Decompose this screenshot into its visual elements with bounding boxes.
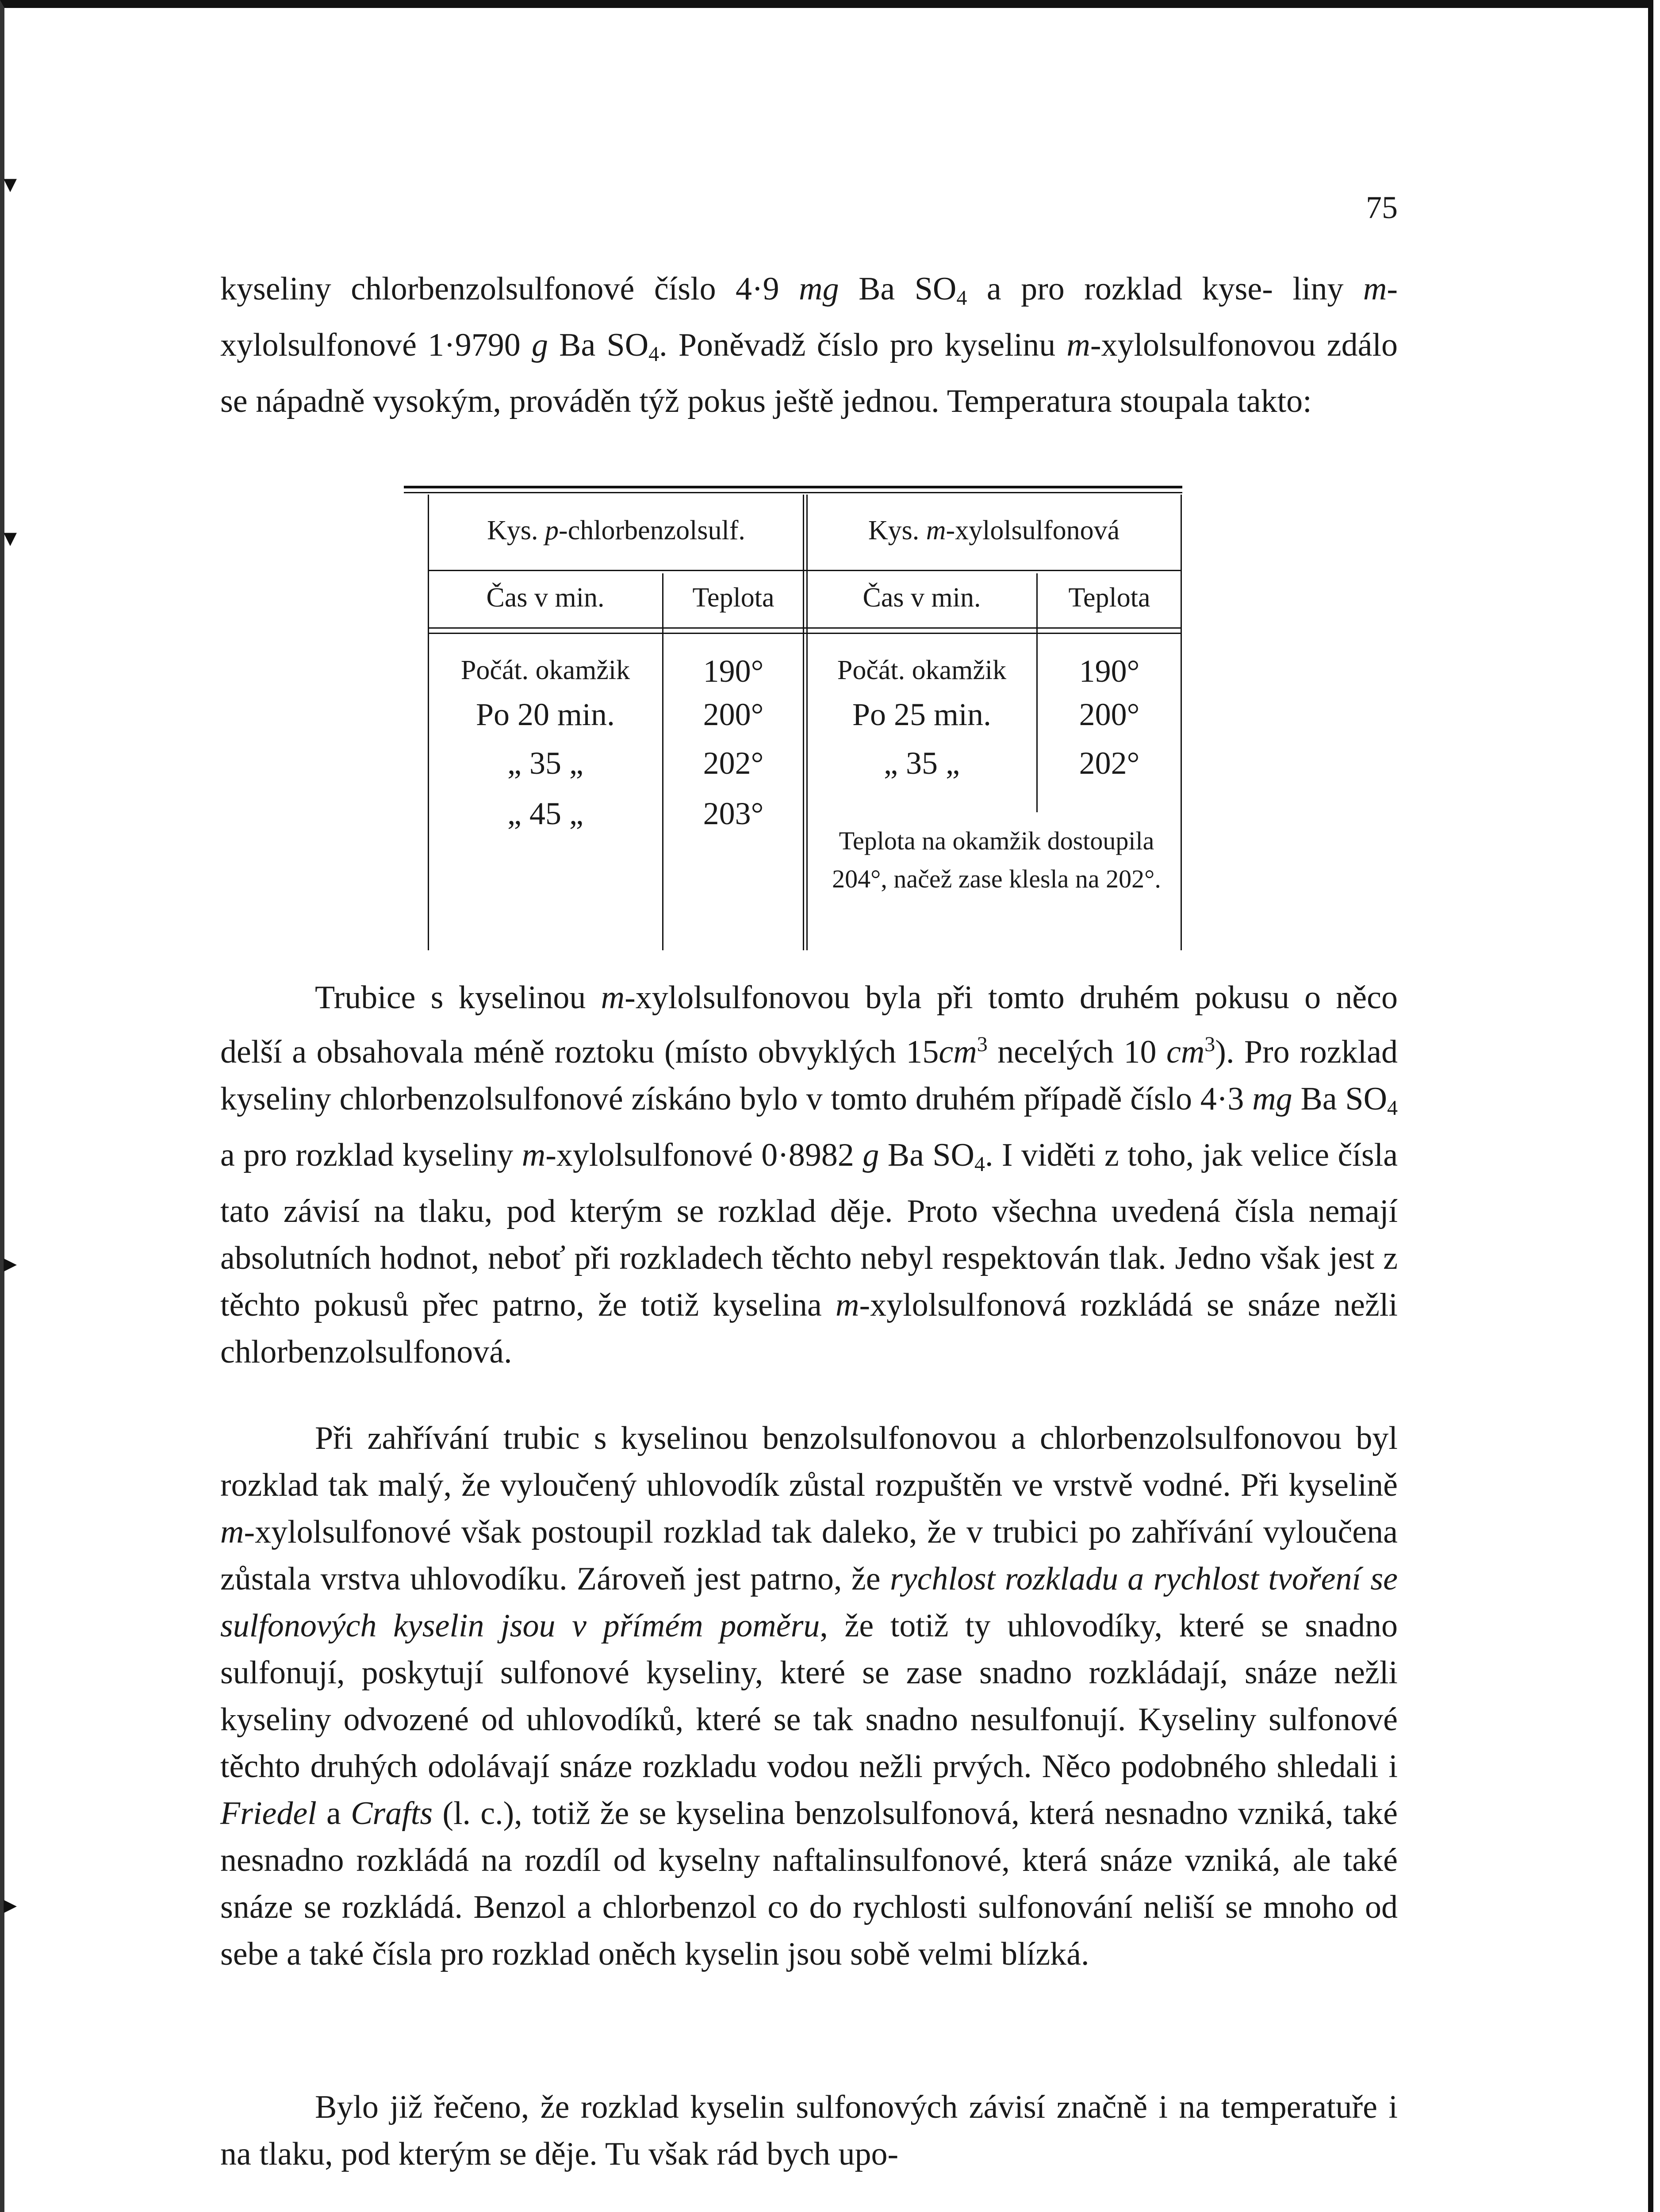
table-cell-time: „ 45 „ bbox=[507, 796, 583, 831]
col-header-time: Čas v min. bbox=[863, 583, 981, 613]
scan-mark: ▾ bbox=[4, 523, 17, 552]
table-col-line bbox=[1036, 573, 1038, 812]
table-border-left bbox=[428, 495, 429, 950]
paragraph-1: Trubice s kyselinou m-xylolsulfonovou byla při tomto druhém pokusu o něco delší a obsahovala méně roztoku (místo obvyklých $15cm^3$ necelých 10 $cm^3$). Pro rozklad kyseliny chlorbenzolsulfonové získáno bylo v tomto druhém případě číslo 4·3 mg Ba $SO_4$ a pro rozklad kyseliny m-xylolsulfonové 0·8982 g Ba $SO_4$. I viděti z toho, jak velice čísla tato závisí na tlaku, pod kterým se rozklad děje. Proto všechna uvedená čísla nemají absolutních hodnot, neboť při rozkladech těchto nebyl respektován tlak. Jedno však jest z těchto pokusů přec patrno, že totiž kyselina m-xylolsulfonová rozkládá se snáze nežli chlorbenzolsulfonová. bbox=[220, 979, 1398, 1370]
table-cell-time: „ 35 „ bbox=[884, 745, 960, 781]
col-header-time: Čas v min. bbox=[486, 583, 605, 613]
table-cell-temp: 200° bbox=[703, 697, 764, 732]
table-cell-temp: 202° bbox=[1079, 745, 1140, 781]
table-note: Teplota na okamžik dostoupila 204°, načež zase klesla na 202°. bbox=[832, 826, 1161, 893]
temperature-table bbox=[404, 486, 1182, 950]
table-cell-temp: 190° bbox=[1079, 653, 1140, 689]
paragraph-2: Při zahřívání trubic s kyselinou benzolsulfonovou a chlorbenzolsulfonovou byl rozklad tak malý, že vyloučený uhlovodík zůstal rozpuštěn ve vrstvě vodné. Při kyselině m-xylolsulfonové však postoupil rozklad tak daleko, že v trubici po zahřívání vyloučena zůstala vrstva uhlovodíku. Zároveň jest patrno, že rychlost rozkladu a rychlost tvoření se sulfonových kyselin jsou v přímém poměru, že totiž ty uhlovodíky, které se snadno sulfonují, poskytují sulfonové kyseliny, které se zase snadno rozkládají, snáze nežli kyseliny odvozené od uhlovodíků, které se tak snadno nesulfonují. Kyseliny sulfonové těchto druhých odolávají snáze rozkladu vodou nežli prvých. Něco podobného shledali i Friedel a Crafts (l. c.), totiž že se kyselina benzolsulfonová, která nesnadno vzniká, také nesnadno rozkládá na rozdíl od kyselny naftalinsulfonové, která snáze vzniká, ale také snáze se rozkládá. Benzol a chlorbenzol co do rychlosti sulfonování neliší se mnoho od sebe a také čísla pro rozklad oněch kyselin jsou sobě velmi blízká. bbox=[220, 1420, 1398, 1972]
scan-mark: ▸ bbox=[4, 1248, 17, 1278]
table-group-header-right: Kys. m-xylolsulfonová bbox=[868, 515, 1120, 545]
table-cell-time: Počát. okamžik bbox=[837, 655, 1007, 685]
table-cell-time: Počát. okamžik bbox=[460, 655, 630, 685]
table-cell-time: „ 35 „ bbox=[507, 745, 583, 781]
col-header-temp: Teplota bbox=[1068, 583, 1150, 613]
table-cell-time: Po 25 min. bbox=[852, 697, 992, 732]
intro-paragraph: kyseliny chlorbenzolsulfonové číslo 4·9 mg Ba $SO_4$ a pro rozklad kyse- liny m-xylolsulfonové 1·9790 g Ba $SO_4$. Poněvadž číslo pro kyselinu m-xylolsulfonovou zdálo se nápadně vysokým, prováděn týž pokus ještě jednou. Temperatura stoupala takto: bbox=[220, 271, 1398, 419]
table-top-rule bbox=[404, 492, 1182, 493]
table-group-header-left: Kys. p-chlorbenzolsulf. bbox=[487, 515, 745, 545]
page-number: 75 bbox=[1366, 190, 1398, 225]
table-divider bbox=[806, 495, 808, 950]
table-border-right bbox=[1181, 495, 1182, 950]
table-rule bbox=[428, 627, 1182, 629]
table-col-line bbox=[662, 573, 663, 950]
table-cell-temp: 200° bbox=[1079, 697, 1140, 732]
table-cell-temp: 190° bbox=[703, 653, 764, 689]
paragraph-3: Bylo již řečeno, že rozklad kyselin sulfonových závisí značně i na temperatuře i na tlaku, pod kterým se děje. Tu však rád bych upo- bbox=[220, 2089, 1398, 2172]
scan-mark: ▾ bbox=[4, 169, 17, 198]
table-top-rule bbox=[404, 486, 1182, 488]
scan-mark: ▸ bbox=[4, 1890, 17, 1919]
table-cell-time: Po 20 min. bbox=[475, 697, 615, 732]
table-rule bbox=[428, 570, 1182, 571]
col-header-temp: Teplota bbox=[692, 583, 774, 613]
table-rule bbox=[428, 633, 1182, 634]
table-divider bbox=[803, 495, 804, 950]
table-cell-temp: 202° bbox=[703, 745, 764, 781]
table-cell-temp: 203° bbox=[703, 796, 764, 831]
